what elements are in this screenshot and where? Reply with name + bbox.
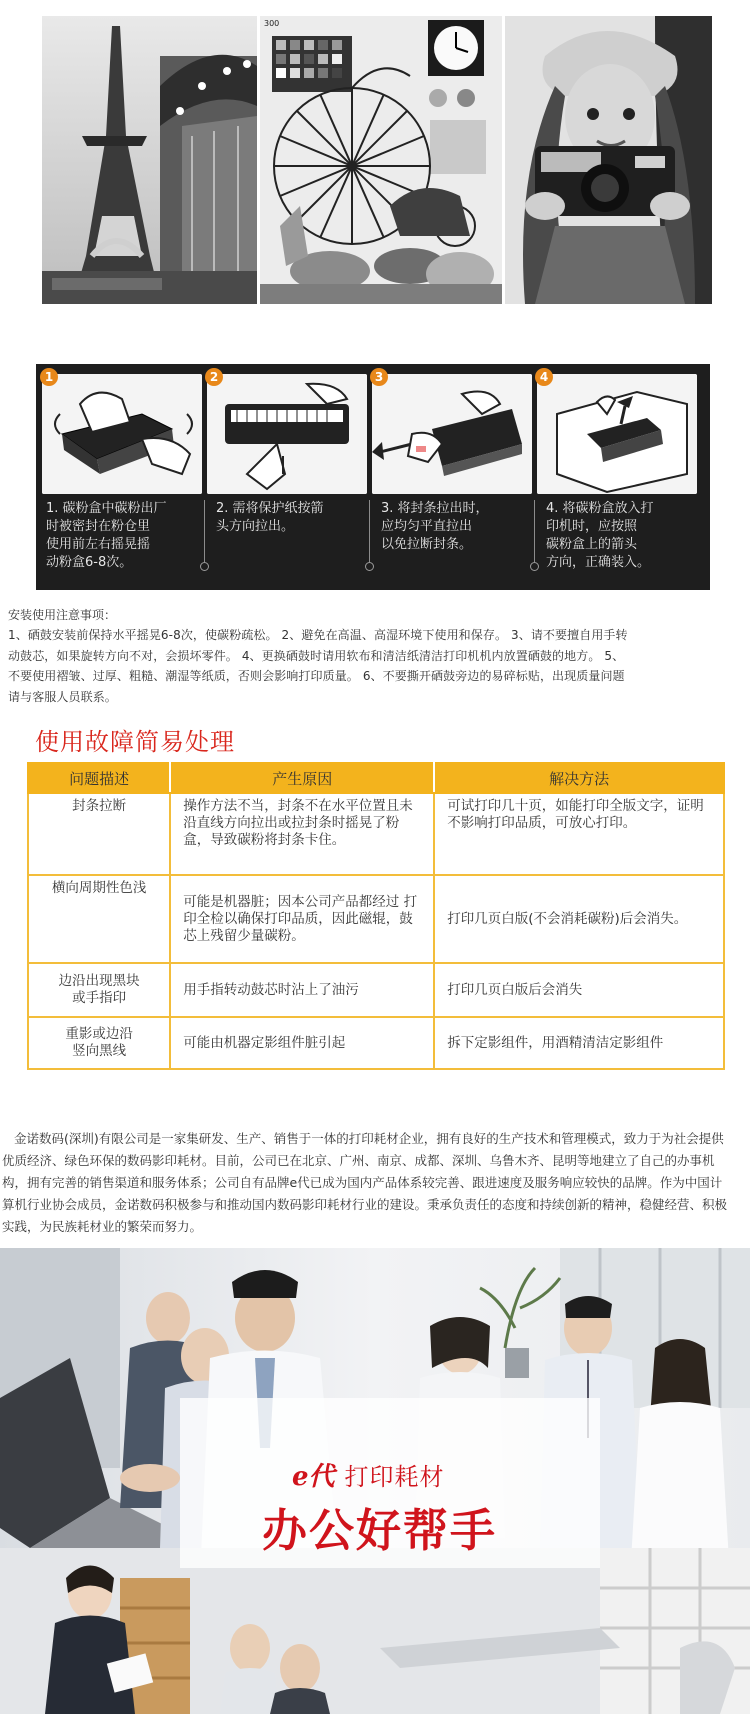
troubleshoot-heading: 使用故障简易处理 [35,728,235,756]
solution-cell: 拆下定影组件，用酒精清洁定影组件 [434,1017,724,1069]
step-1-text: 1. 碳粉盒中碳粉出厂 时被密封在粉仓里 使用前左右摇晃摇 动粉盒6-8次。 [46,501,167,570]
step-divider [369,500,370,562]
banner-slogan: 办公好帮手 [262,1504,498,1557]
girl-with-camera-photo [505,16,712,304]
step-1-badge: 1 [40,368,58,386]
sample-photos [42,16,712,304]
color-chart-bicycle-photo [260,16,502,304]
problem-cell: 重影或边沿 竖向黑线 [28,1017,170,1069]
step-2-illustration [207,374,367,494]
solution-cell: 打印几页白版后会消失 [434,963,724,1017]
table-row [28,793,724,875]
brand-tagline: 打印耗材 [344,1462,445,1491]
step-3-badge: 3 [370,368,388,386]
eiffel-tower-photo [42,16,257,304]
column-header: 问题描述 [28,763,170,793]
problem-cell: 封条拉断 [28,793,170,875]
dpi-caption: 300 [264,19,280,28]
column-header: 解决方法 [434,763,724,793]
step-divider-dot [200,562,209,571]
solution-cell: 可试打印几十页，如能打印全版文字，证明不影响打印品质，可放心打印。 [434,793,724,875]
step-2-badge: 2 [205,368,223,386]
step-divider [534,500,535,562]
table-row [28,1017,724,1069]
cause-cell: 可能是机器脏；因本公司产品都经过 打印全检以确保打印品质，因此磁辊，鼓芯上残留少量碳粉。 [170,875,434,963]
brand-logo: e代 [292,1461,335,1492]
table-row [28,875,724,963]
problem-cell: 边沿出现黑块 或手指印 [28,963,170,1017]
step-4-illustration [537,374,697,494]
step-divider-dot [530,562,539,571]
color-chart-grid [272,36,352,92]
step-divider [204,500,205,562]
step-3-text: 3. 将封条拉出时， 应均匀平直拉出 以免拉断封条。 [381,501,489,552]
step-divider-dot [365,562,374,571]
usage-notes-title: 安装使用注意事项： [8,608,117,622]
troubleshoot-table [27,762,725,1070]
column-header: 产生原因 [170,763,434,793]
table-header-row [28,763,724,793]
solution-cell: 打印几页白版(不会消耗碳粉)后会消失。 [434,875,724,963]
step-3-illustration [372,374,532,494]
step-4-text: 4. 将碳粉盒放入打 印机时，应按照 碳粉盒上的箭头 方向，正确装入。 [546,501,654,570]
company-intro: 金诺数码(深圳)有限公司是一家集研发、生产、销售于一体的打印耗材企业，拥有良好的生产技术和管理模式，致力于为社会提供优质经济、绿色环保的数码影印耗材。目前，公司已在北京、广州、南京、成都、深圳、乌鲁木齐、昆明等地建立了自己的办事机构，拥有完善的销售渠道和服务体系；公司自有品牌e代已成为国内产品体系较完善、跟进速度及服务响应较快的品牌。作为中国计算机行业协会成员，金诺数码积极参与和推动国内数码影印耗材行业的建设。秉承负责任的态度和持续创新的精神，稳健经营、积极实践，为民族耗材业的繁荣而努力。 [2,1131,728,1234]
cause-cell: 操作方法不当，封条不在水平位置且未沿直线方向拉出或拉封条时摇晃了粉盒，导致碳粉将封条卡住。 [170,793,434,875]
brand-row [292,1456,445,1492]
problem-cell: 横向周期性色浅 [28,875,170,963]
cause-cell: 用手指转动鼓芯时沾上了油污 [170,963,434,1017]
table-row [28,963,724,1017]
step-4-badge: 4 [535,368,553,386]
usage-notes-body: 1、硒鼓安装前保持水平摇晃6-8次，使碳粉疏松。 2、避免在高温、高湿环境下使用和保存。 3、请不要擅自用手转 动鼓芯，如果旋转方向不对，会损坏零件。 4、更换硒鼓时请用软布和清洁纸清洁打印机机内放置硒鼓的地方。 5、 不要使用褶皱、过厚、粗糙、潮湿等纸质，否则会影响打印质量。 6、不要撕开硒鼓旁边的易碎标贴，出现质量问题 请与客服人员联系。 [8,628,628,704]
cause-cell: 可能由机器定影组件脏引起 [170,1017,434,1069]
step-2-text: 2. 需将保护纸按箭 头方向拉出。 [216,501,324,534]
step-1-illustration [42,374,202,494]
install-steps-panel [36,364,710,590]
